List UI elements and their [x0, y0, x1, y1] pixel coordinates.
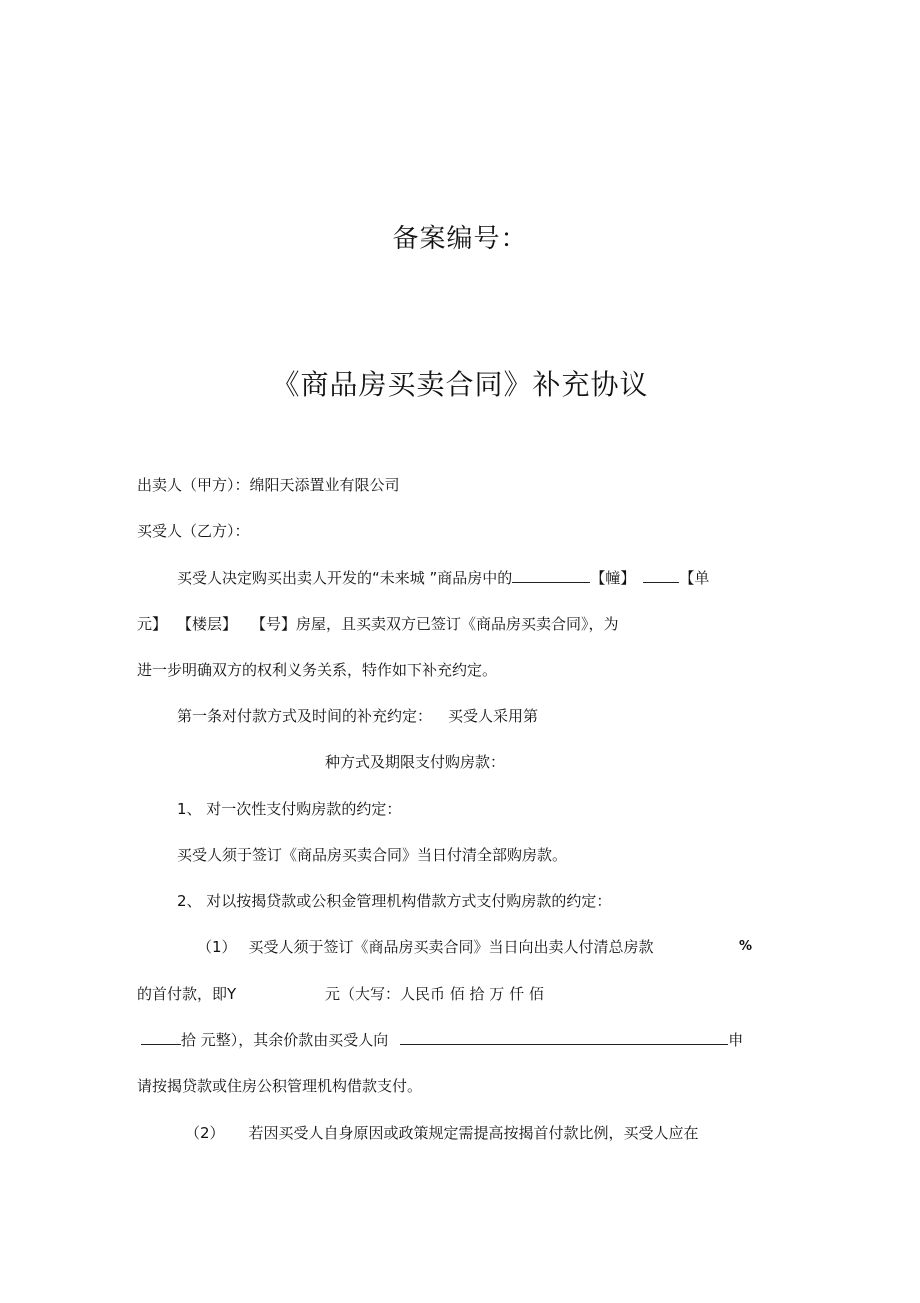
sub2-text: 若因买受人自身原因或政策规定需提高按揭首付款比例，买受人应在	[248, 1124, 699, 1142]
document-title: 《商品房买卖合同》补充协议	[271, 368, 649, 401]
unit-blank	[643, 568, 679, 583]
sub1-line	[197, 937, 654, 957]
article1-heading-a: 第一条对付款方式及时间的补充约定：	[177, 707, 433, 725]
intro-text: 买受人决定购买出卖人开发的“未来城 ”商品房中的	[177, 569, 513, 587]
floor-label: 【楼层】	[177, 615, 238, 633]
remaining-line	[141, 1030, 743, 1050]
building-label: 【幢】	[590, 569, 636, 587]
number-label: 【号】	[251, 615, 297, 633]
seller-line: 出卖人（甲方）：绵阳天添置业有限公司	[137, 476, 400, 494]
intro-line-2	[137, 614, 619, 634]
apply-label-a: 申	[728, 1031, 744, 1049]
item2-label: 2、 对以按揭贷款或公积金管理机构借款方式支付购房款的约定：	[177, 892, 612, 910]
article1-heading-b: 买受人采用第	[448, 707, 539, 725]
sub1-text: 买受人须于签订《商品房买卖合同》当日向出卖人付清总房款	[248, 938, 654, 956]
unit-label-a: 【单	[679, 569, 710, 587]
intro-line-3: 进一步明确双方的权利义务关系，特作如下补充约定。	[137, 661, 498, 679]
intro-line2-text: 房屋，且买卖双方已签订《商品房买卖合同》，为	[296, 615, 619, 633]
down-payment-a: 的首付款，即Y	[137, 985, 237, 1003]
sub2-line	[185, 1123, 699, 1143]
item1-label: 1、 对一次性支付购房款的约定：	[177, 800, 402, 818]
sub2-number: （2）	[185, 1124, 225, 1142]
intro-line-1	[177, 568, 709, 588]
unit-label-b: 元】	[137, 615, 168, 633]
article1-heading-c: 种方式及期限支付购房款：	[325, 753, 506, 771]
building-blank	[512, 568, 590, 583]
apply-line-b: 请按揭贷款或住房公积管理机构借款支付。	[137, 1077, 423, 1095]
ten-blank	[141, 1030, 181, 1045]
down-payment-b: 元（大写：人民币 佰 拾 万 仟 佰	[325, 985, 544, 1003]
buyer-line: 买受人（乙方）：	[137, 522, 250, 540]
percent-sign: %	[739, 939, 753, 954]
article1-heading	[177, 706, 538, 726]
lender-blank	[400, 1030, 728, 1045]
filing-number-label: 备案编号：	[392, 224, 528, 254]
item1-text: 买受人须于签订《商品房买卖合同》当日付清全部购房款。	[177, 846, 568, 864]
ten-text: 拾 元整），其余价款由买受人向	[181, 1031, 389, 1049]
sub1-number: （1）	[197, 938, 237, 956]
